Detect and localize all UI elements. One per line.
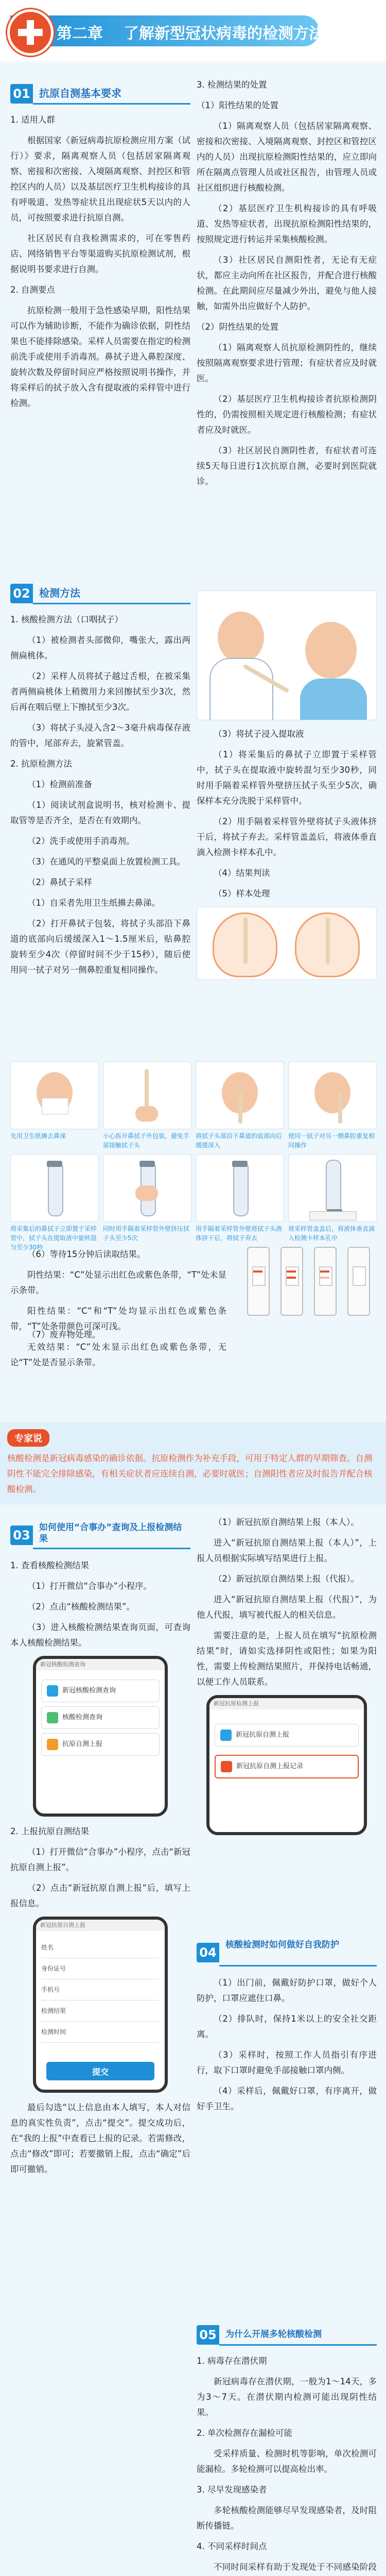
paragraph: 3. 检测结果的处置: [197, 80, 267, 90]
paragraph: （2）基层医疗卫生机构接诊的具有呼吸道、发热等症状者，出现抗原检测阳性结果的，按照规定进行转运并采集核酸检测。: [197, 204, 377, 244]
paragraph: （2）阴性结果的处置: [197, 322, 278, 332]
step-drop: [288, 1154, 377, 1222]
paragraph: （1）隔离观察人员抗原检测阴性的，继续按照隔离观察要求进行管理；有症状者应及时就医。: [197, 343, 377, 383]
paragraph: （2）新冠抗原自测结果上报（代报）。: [214, 1574, 359, 1584]
app-icon: [221, 1761, 232, 1772]
paragraph: （2）用手隔着采样管外壁将拭子头液体挤干后，将拭子弃去。采样管盖盖后，将液体垂直滴入检测卡样本孔中。: [197, 817, 377, 857]
sampler-head: [218, 612, 264, 663]
nose-swab-diagram: [197, 907, 377, 980]
paragraph: 进入“新冠抗原自测结果上报（本人）”，上报人员根据实际填写结果进行上报。: [197, 1538, 377, 1563]
caption: 先用卫生纸擤去鼻涕: [10, 1132, 66, 1140]
paragraph: （2）鼻拭子采样: [27, 877, 92, 887]
paragraph: （1）打开微信“合事办”小程序。: [27, 1581, 152, 1591]
paragraph: （3）将拭子浸入提取液: [214, 729, 304, 739]
section-5: [197, 2318, 377, 2576]
section-1-results: [197, 77, 377, 495]
paragraph: 社区居民有自我检测需求的，可在零售药店、网络销售平台等渠道购买抗原检测试剂，根据说明书要求进行自测。: [10, 233, 190, 274]
phone-query: [33, 1656, 168, 1817]
menu-label: 新冠抗原自测上报: [236, 1731, 290, 1739]
paragraph: 最后勾选“以上信息由本人填写，本人对信息的真实性负责”，点击“提交”。提交成功后，在“我的上报”中查看已上报的记录。若需修改，点击“修改”即可；若要撤销上报，点击“确定”后即可撤销。: [10, 2103, 190, 2174]
app-icon: [220, 1730, 232, 1741]
tip-badge: 专家说: [7, 1429, 49, 1447]
chapter-header: [0, 0, 386, 62]
paragraph: 多轮核酸检测能够尽早发现感染者，及时阻断传播链。: [197, 2505, 377, 2531]
paragraph: （3）采样时，按照工作人员指引有序进行，取下口罩时避免手部接触口罩内侧。: [197, 2050, 377, 2075]
paragraph: 4. 不同采样时间点: [197, 2541, 267, 2551]
step-squeeze: [103, 1154, 191, 1222]
section-3-heading: [10, 1520, 190, 1551]
paragraph: 1. 适用人群: [10, 115, 55, 125]
paragraph: （1）阳性结果的处置: [197, 100, 278, 110]
paragraph: 进入“新冠抗原自测结果上报（代报）”，为他人代报，填写被代报人的相关信息。: [197, 1595, 377, 1620]
tube-icon: [326, 1160, 341, 1211]
paragraph: 1. 查看核酸检测结果: [10, 1561, 89, 1570]
step-rotate: [10, 1154, 99, 1222]
section-2: [10, 577, 190, 983]
caption: 同时用手隔着采样管外壁挤压拭子头至少5次: [103, 1225, 190, 1242]
paragraph: 1. 核酸检测方法（口咽拭子）: [10, 615, 123, 624]
menu-label: 核酸检测查询: [62, 1714, 103, 1721]
paragraph: （1）出门前，佩戴好防护口罩，做好个人防护，口罩应遮住口鼻。: [197, 1978, 377, 2003]
paragraph: （3）社区居民自测阳性者，无论有无症状，都应主动向所在社区报告，并配合进行核酸检测。在此期间应尽量减少外出，避免与他人接触，如需外出应做好个人防护。: [197, 255, 377, 311]
paragraph: 2. 上报抗原自测结果: [10, 1826, 89, 1836]
paragraph: 根据国家《新冠病毒抗原检测应用方案（试行）》要求，隔离观察人员（包括居家隔离观察、密接和次密接、入境隔离观察、封控区和管控区内的人员）以及基层医疗卫生机构接诊的具有呼吸道、发热等症状且出现症状5天以内的人员，可按照要求进行抗原自测。: [10, 135, 190, 223]
tube-icon: [48, 1165, 63, 1216]
caption: 将拭子头部沿下鼻道的底部向后缓缓深入: [196, 1132, 283, 1149]
swab-icon: [326, 918, 330, 964]
paragraph: 抗原检测一般用于急性感染早期，阳性结果可以作为辅助诊断，不能作为确诊依据，阴性结果也不能排除感染。采样人员需要在指定的检测前洗手或使用手消毒剂。鼻拭子进入鼻腔深度、旋转次数及停留时间应严格按照说明书操作，并将采样后的拭子放入含有提取液的采样管中进行检测。: [10, 306, 190, 408]
phone-title: 新冠抗原自测上报: [36, 1920, 165, 1931]
section-4: [197, 1932, 377, 2120]
paragraph: （2）点击“新冠抗原自测上报”后，填写上报信息。: [10, 1883, 190, 1908]
paragraph: （1）打开微信“合事办”小程序，点击“新冠抗原自测上报”。: [10, 1847, 190, 1872]
paragraph: （5）样本处理: [214, 889, 270, 899]
form-field[interactable]: 身份证号: [41, 1958, 160, 1979]
caption: 使同一拭子对另一侧鼻腔重复相同操作: [288, 1132, 375, 1149]
paragraph: 新冠病毒存在潜伏期，一般为1～14天，多为3～7天。在潜伏期内检测可能出现阴性结果。: [197, 2377, 377, 2417]
paragraph: （3）社区居民自测阴性者，有症状者可连续5天每日进行1次抗原自测，必要时到医院就诊。: [197, 446, 377, 486]
sampler-body: [209, 658, 273, 720]
section-1-title: 抗原自测基本要求: [33, 83, 190, 105]
phone-title: 新冠抗原检测上报: [209, 1698, 364, 1709]
paragraph: （1）阅读试剂盒说明书，核对检测卡、提取管等是否齐全，是否在有效期内。: [10, 800, 190, 825]
test-cards: [242, 1247, 376, 1324]
section-4-heading: [197, 1937, 377, 1968]
paragraph: 2. 单次检测存在漏检可能: [197, 2428, 292, 2438]
paragraph: 无效结果：“C”处未显示出红色或紫色条带，无论“T”处是否显示条带。: [10, 1342, 226, 1367]
steps-grid-2: [10, 1154, 376, 1257]
paragraph: （2）点击“核酸检测结果”。: [27, 1602, 135, 1612]
chapter-number: 第二章: [57, 25, 103, 43]
paragraph: 受采样质量、检测时机等影响，单次检测可能漏检。多轮检测可以提高检出率。: [197, 2449, 377, 2474]
swab-icon: [338, 1093, 342, 1124]
results-text: [10, 1247, 226, 1376]
step-open-pack: [103, 1061, 191, 1129]
submit-button[interactable]: 提交: [46, 2062, 154, 2080]
test-card-negative: [247, 1247, 270, 1316]
form: [41, 1937, 160, 2043]
caption: 小心拆开鼻拭子外包装，避免手部接触拭子头: [103, 1132, 190, 1149]
menu-item-selected[interactable]: [215, 1755, 359, 1778]
menu-item[interactable]: [41, 1706, 160, 1729]
section-5-heading: [197, 2324, 377, 2346]
paragraph: （1）自采者先用卫生纸擤去鼻涕。: [27, 898, 160, 908]
paragraph: （1）新冠抗原自测结果上报（本人）。: [214, 1517, 359, 1527]
paragraph: 不同时间采样有助于发现处于不同感染阶段: [214, 2562, 377, 2572]
phone-title: 新冠核酸检测查询: [36, 1659, 165, 1670]
menu-item[interactable]: [215, 1724, 359, 1747]
paragraph: （3）进入核酸检测结果查询页面，可查询本人核酸检测结果。: [10, 1622, 190, 1648]
section-5-number: 05: [197, 2325, 219, 2345]
section-3-right: [197, 1515, 377, 1839]
expert-tip: [0, 1422, 386, 1504]
section-1: [10, 77, 190, 416]
step-insert-nose: [196, 1061, 284, 1129]
face-icon: [314, 1072, 350, 1113]
paragraph: （4）采样后，佩戴好口罩，有序离开，做好手卫生。: [197, 2086, 377, 2111]
form-field[interactable]: 姓名: [41, 1937, 160, 1958]
section-4-title: 核酸检测时如何做好自我防护: [219, 1939, 377, 1967]
patient-head: [305, 622, 357, 679]
form-field[interactable]: 手机号: [41, 1979, 160, 2001]
disposal-text: [10, 1327, 376, 1345]
swab-icon: [238, 1093, 242, 1124]
paragraph: 阳性结果：“C”和“T”处均显示出红色或紫色条带，“T”处条带颜色可深可浅。: [10, 1306, 226, 1331]
test-card-icon: [309, 1211, 357, 1221]
paragraph: 2. 自测要点: [10, 285, 55, 295]
paragraph: （2）基层医疗卫生机构接诊者抗原检测阴性的，仍需按照相关规定进行核酸检测；有症状者应及时就医。: [197, 394, 377, 435]
tube-icon: [233, 1165, 249, 1216]
section-4-number: 04: [197, 1943, 219, 1962]
menu-label: 抗原自测上报: [62, 1740, 103, 1748]
menu-label: 新冠核酸检测查询: [62, 1687, 116, 1694]
paragraph: （6）等待15分钟后读取结果。: [27, 1249, 146, 1259]
section-2-number: 02: [10, 584, 33, 603]
menu-item[interactable]: [41, 1733, 160, 1756]
paragraph: （7）废弃物处理。: [27, 1330, 101, 1340]
test-card-invalid: [347, 1247, 370, 1316]
test-card-positive-faint: [314, 1247, 337, 1316]
step-tissue: [10, 1061, 99, 1129]
app-icon: [47, 1712, 58, 1723]
patient-body: [300, 679, 367, 720]
paragraph: （1）被检测者头部微仰，嘴张大，露出两侧扁桃体。: [10, 635, 190, 660]
paragraph: （1）将采集后的鼻拭子立即置于采样管中，拭子头在提取液中旋转混匀至少30秒，同时用手隔着采样管外壁挤压拭子头至少5次，确保样本充分洗脱于采样管中。: [197, 750, 377, 806]
tip-text: 核酸检测是新冠病毒感染的确诊依据。抗原检测作为补充手段，可用于特定人群的早期筛查。自测阴性不能完全排除感染，有相关症状者应连续自测，必要时就医；自测阳性者应及时报告并配合核酸检测。: [7, 1453, 373, 1494]
paragraph: （3）在通风的平整桌面上放置检测工具。: [27, 857, 186, 867]
paragraph: （2）采样人员将拭子越过舌根，在被采集者两侧扁桃体上稍微用力来回擦拭至少3次，然后再在咽后壁上下擦拭至少3次。: [10, 671, 190, 712]
paragraph: （2）洗手或使用手消毒剂。: [27, 836, 135, 846]
paragraph: （2）排队时，保持1米以上的安全社交距离。: [197, 2014, 377, 2039]
form-field[interactable]: 检测时间: [41, 2022, 160, 2043]
phone-report: [33, 1917, 168, 2093]
menu-label: 新冠抗原自测上报记录: [236, 1762, 304, 1770]
section-2-right: [197, 587, 377, 986]
step-other-nostril: [288, 1061, 377, 1129]
paragraph: 阴性结果：“C”处显示出红色或紫色条带，“T”处未显示条带。: [10, 1270, 226, 1295]
section-1-heading: [10, 82, 190, 105]
hand-icon: [135, 1185, 158, 1201]
section-5-title: 为什么开展多轮核酸检测: [219, 2325, 377, 2346]
form-field[interactable]: 检测结果: [41, 2001, 160, 2022]
section-1-number: 01: [10, 84, 33, 104]
caption: 将采集后的鼻拭子立即置于采样管中，拭子头在提取液中旋转混匀至少30秒: [10, 1225, 97, 1251]
paragraph: （4）结果判读: [214, 868, 270, 878]
paragraph: （3）将拭子头浸入含2～3毫升病毒保存液的管中，尾部弃去，旋紧管盖。: [10, 723, 190, 748]
menu-item[interactable]: [41, 1680, 160, 1702]
paragraph: 2. 抗原检测方法: [10, 759, 72, 769]
paragraph: 1. 病毒存在潜伏期: [197, 2356, 267, 2366]
section-2-title: 检测方法: [33, 583, 190, 604]
hand-icon: [135, 1106, 158, 1122]
tissue-icon: [42, 1098, 68, 1114]
app-icon: [47, 1685, 58, 1697]
test-card-positive: [280, 1247, 303, 1316]
paragraph: （1）隔离观察人员（包括居家隔离观察、密接和次密接、入境隔离观察、封控区和管控区内的人员）出现抗原检测阳性结果的，应立即向所在隔离点管理人员或社区报告，由管理人员或社区组织进行核酸检测。: [197, 121, 377, 193]
section-2-heading: [10, 582, 190, 605]
phone-antigen-menu: [206, 1695, 367, 1835]
caption: 将采样管盖盖后，将液体垂直滴入检测卡样本孔中: [288, 1225, 375, 1242]
section-3-title: 如何使用“合事办”查询及上报检测结果: [33, 1522, 190, 1549]
app-icon: [47, 1739, 58, 1750]
section-3-number: 03: [10, 1526, 33, 1545]
paragraph: （2）打开鼻拭子包装，将拭子头部沿下鼻道的底部向后缓缓深入1～1.5厘米后，贴鼻腔旋转至少4次（停留时间不少于15秒），随后使用同一拭子对另一侧鼻腔重复相同操作。: [10, 919, 190, 975]
throat-swab-illustration: [197, 590, 377, 720]
paragraph: （1）检测前准备: [27, 779, 92, 789]
step-discard: [196, 1154, 284, 1222]
medical-cross-icon: [7, 9, 54, 56]
paragraph: 3. 尽早发现感染者: [197, 2485, 267, 2495]
paragraph: 需要注意的是，上报人员在填写“抗原检测结果”时，请如实选择阴性或阳性；如果为阳性，需要上传检测结果照片，并保持电话畅通，以便工作人员联系。: [197, 1631, 377, 1687]
swab-icon: [243, 918, 248, 964]
caption: 用手隔着采样管外壁将拭子头液体挤干后，将拭子弃去: [196, 1225, 283, 1242]
chapter-title: 了解新型冠状病毒的检测方法: [124, 25, 324, 43]
section-3: [10, 1515, 190, 2182]
